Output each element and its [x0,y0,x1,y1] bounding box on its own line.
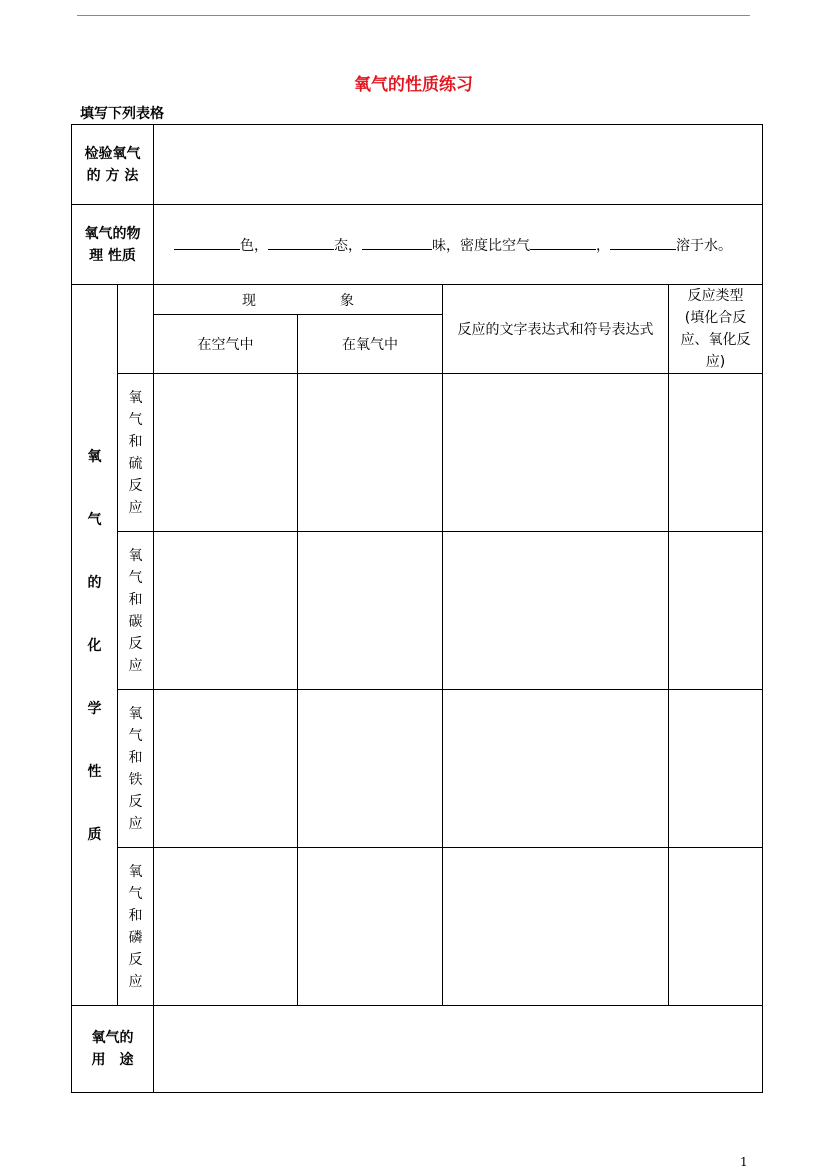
sulfur-in-oxygen-cell[interactable] [298,374,443,532]
header-in-oxygen: 在氧气中 [298,315,443,374]
row-chemical-header-1 [72,285,763,315]
chemical-properties-label: 氧 气 的 化 学 性 质 [72,285,118,1006]
physical-properties-fill: 色， 态， 味，密度比空气 ， 溶于水。 [154,205,763,285]
header-in-air: 在空气中 [154,315,298,374]
test-method-answer[interactable] [154,125,763,205]
carbon-in-oxygen-cell[interactable] [298,532,443,690]
blank-state[interactable] [268,235,334,250]
header-rule [77,15,750,16]
header-expression: 反应的文字表达式和符号表达式 [443,285,669,374]
uses-label: 氧气的 用 途 [72,1006,154,1093]
iron-in-oxygen-cell[interactable] [298,690,443,848]
carbon-type-cell[interactable] [669,532,763,690]
header-phenomenon: 现 象 [154,285,443,315]
row-reaction-carbon [72,532,763,690]
row-test-method [72,125,763,205]
phosphorus-type-cell[interactable] [669,848,763,1006]
iron-type-cell[interactable] [669,690,763,848]
sulfur-in-air-cell[interactable] [154,374,298,532]
row-uses [72,1006,763,1093]
page-title: 氧气的性质练习 [354,75,473,95]
worksheet-table [71,124,763,1093]
blank-smell[interactable] [362,235,432,250]
blank-solubility[interactable] [610,235,676,250]
reaction-label-carbon: 氧 气 和 碳 反 应 [118,532,154,690]
iron-in-air-cell[interactable] [154,690,298,848]
phosphorus-in-air-cell[interactable] [154,848,298,1006]
sulfur-expression-cell[interactable] [443,374,669,532]
page-number: 1 [740,1155,748,1169]
carbon-in-air-cell[interactable] [154,532,298,690]
reaction-label-iron: 氧 气 和 铁 反 应 [118,690,154,848]
row-reaction-iron [72,690,763,848]
phosphorus-expression-cell[interactable] [443,848,669,1006]
sulfur-type-cell[interactable] [669,374,763,532]
header-blank-cell [118,285,154,374]
iron-expression-cell[interactable] [443,690,669,848]
phosphorus-in-oxygen-cell[interactable] [298,848,443,1006]
row-reaction-phosphorus [72,848,763,1006]
header-reaction-type: 反应类型 (填化合反 应、氧化反 应) [669,285,763,374]
row-reaction-sulfur [72,374,763,532]
blank-density[interactable] [530,235,596,250]
reaction-label-sulfur: 氧 气 和 硫 反 应 [118,374,154,532]
row-physical-properties [72,205,763,285]
uses-answer[interactable] [154,1006,763,1093]
blank-color[interactable] [174,235,240,250]
instruction-text: 填写下列表格 [80,106,164,122]
test-method-label: 检验氧气 的 方 法 [72,125,154,205]
physical-properties-label: 氧气的物 理 性质 [72,205,154,285]
reaction-label-phosphorus: 氧 气 和 磷 反 应 [118,848,154,1006]
carbon-expression-cell[interactable] [443,532,669,690]
